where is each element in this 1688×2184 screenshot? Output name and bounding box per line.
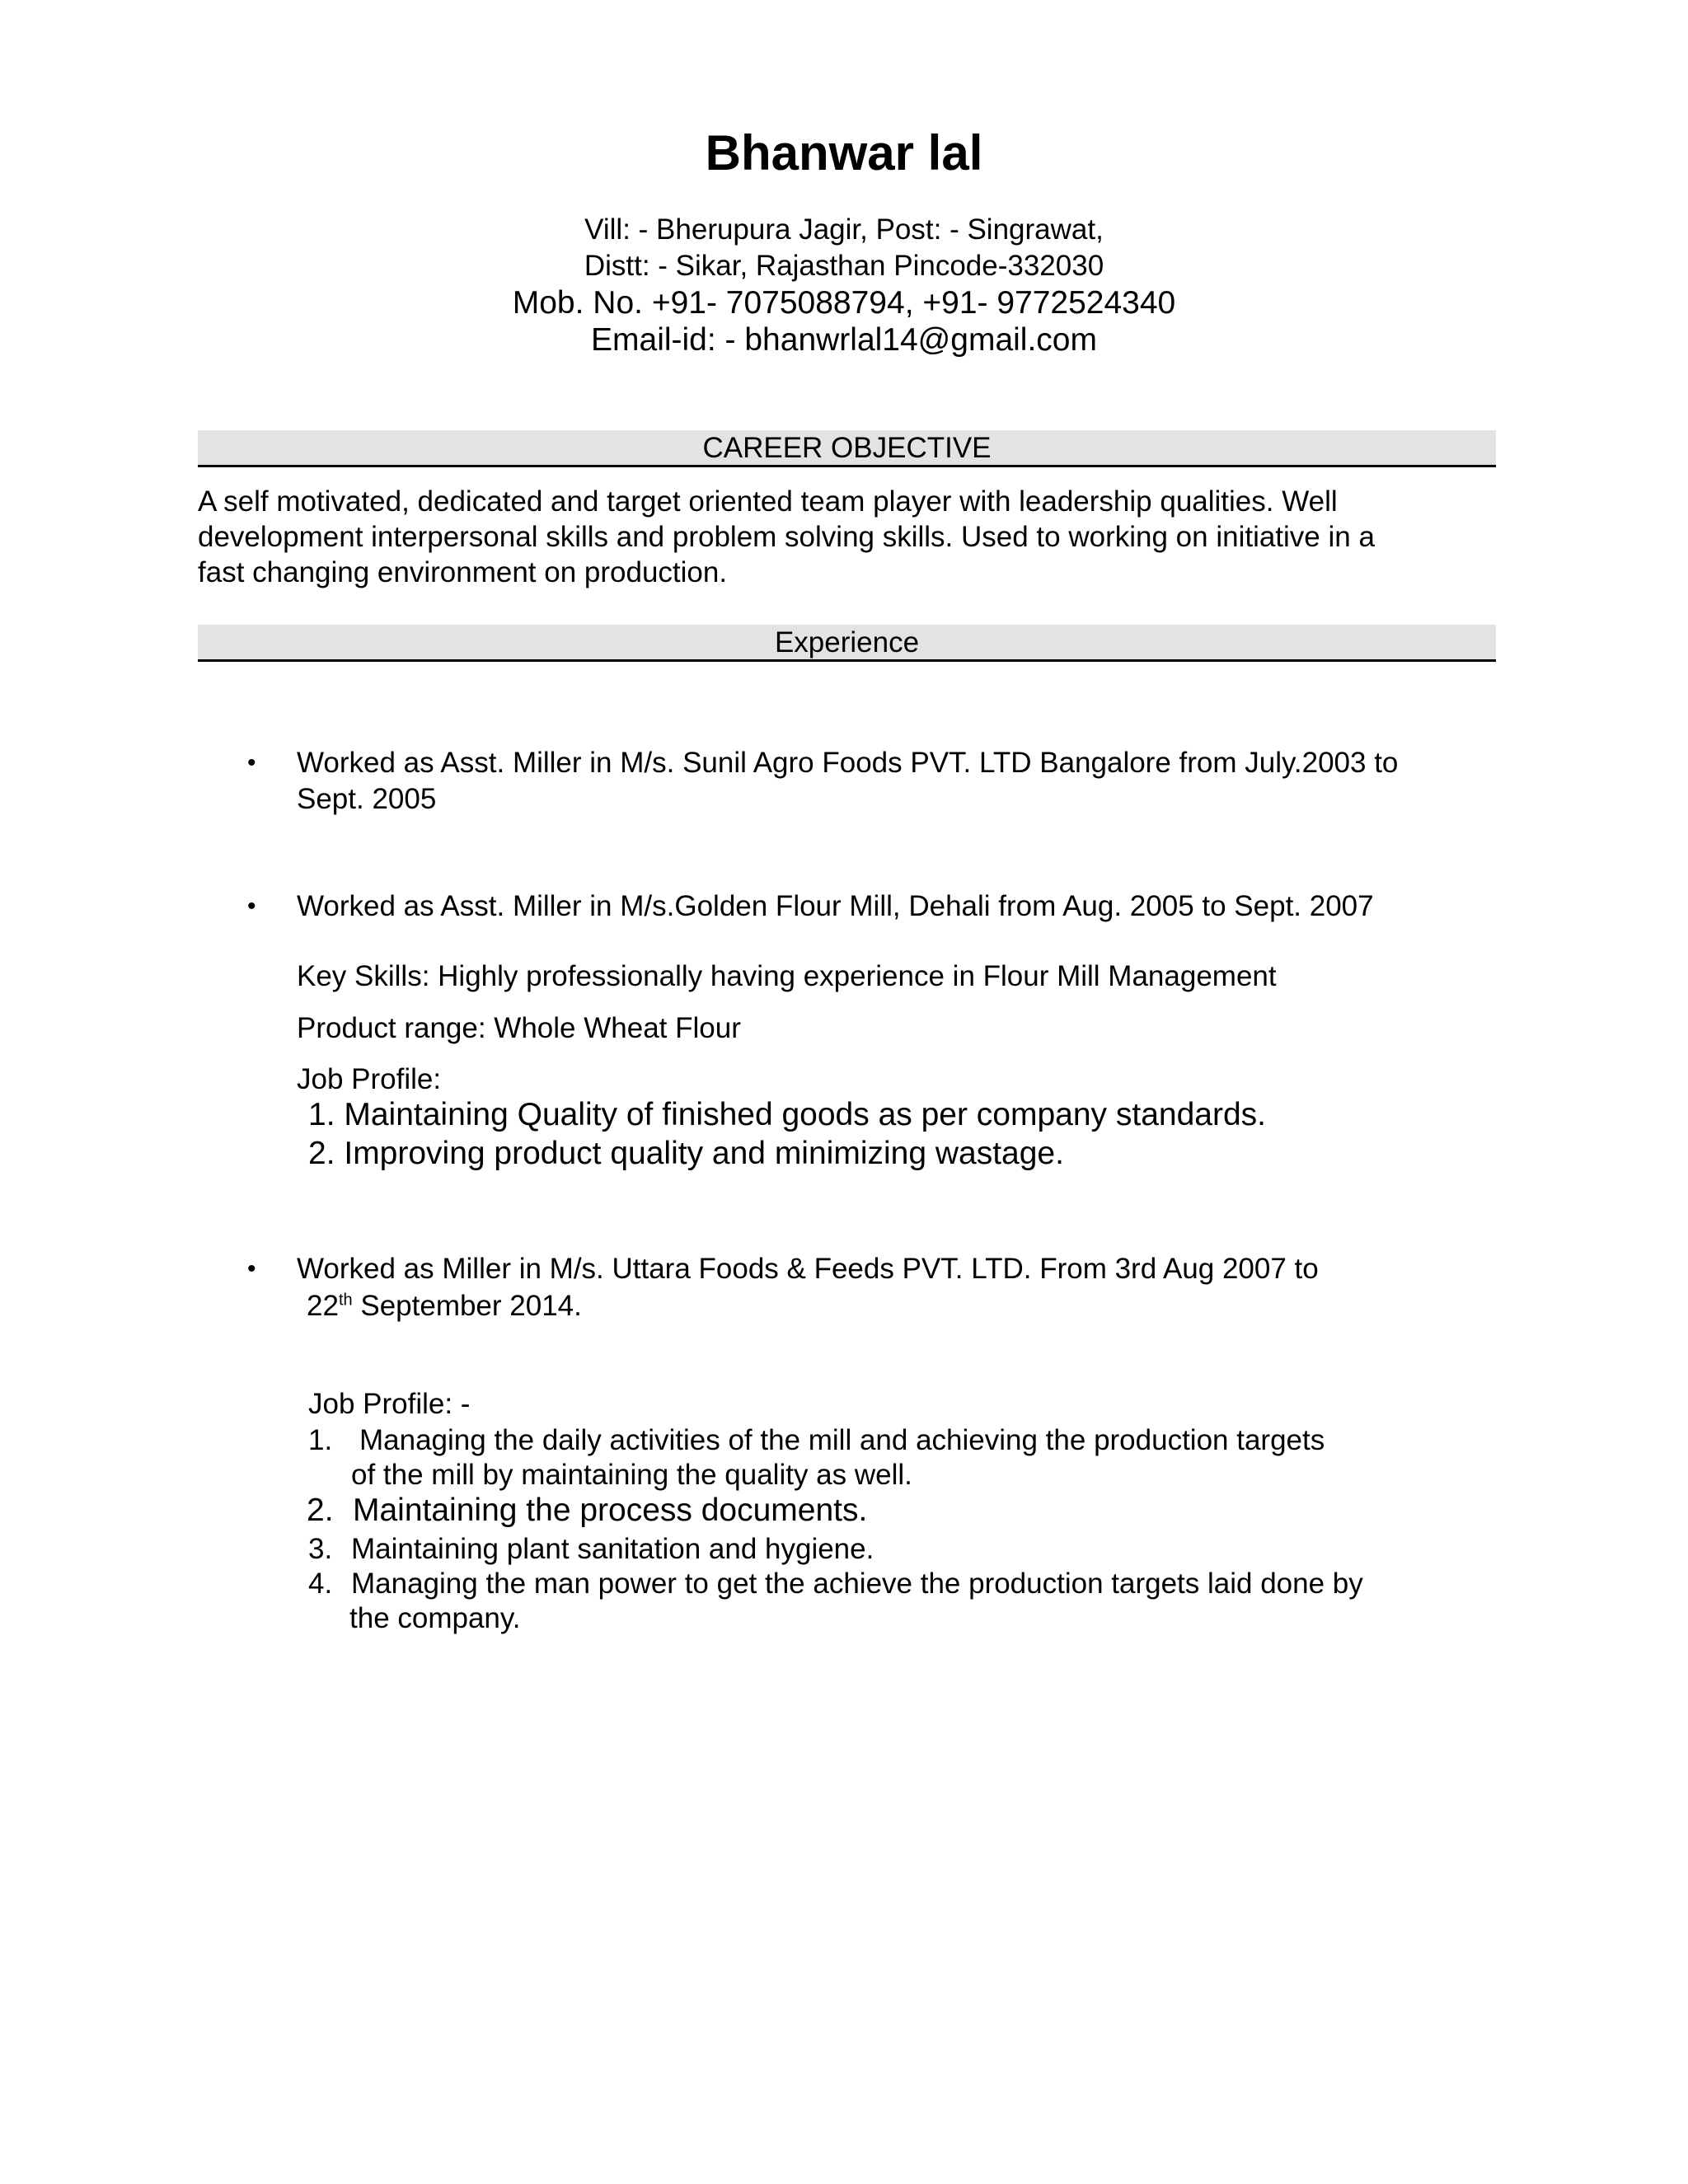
- job-1-line-1: Worked as Asst. Miller in M/s. Sunil Agro Foods PVT. LTD Bangalore from July.2003 to: [297, 747, 1399, 779]
- job-3-item-1-number: 1.: [308, 1424, 333, 1456]
- email-address: Email-id: - bhanwrlal14@gmail.com: [591, 322, 1097, 358]
- candidate-name: Bhanwar lal: [705, 125, 983, 180]
- objective-line-1: A self motivated, dedicated and target oriented team player with leadership qualities. Well: [198, 485, 1338, 518]
- job-1-line-2: Sept. 2005: [297, 783, 437, 815]
- bullet-job-2: •: [247, 893, 256, 920]
- job-3-end-month-year: September 2014.: [352, 1290, 582, 1322]
- job-3-item-3-number: 3.: [308, 1533, 333, 1565]
- job-2-line-1: Worked as Asst. Miller in M/s.Golden Flour Mill, Dehali from Aug. 2005 to Sept. 2007: [297, 890, 1374, 922]
- bullet-job-3: •: [247, 1255, 256, 1282]
- address-line-1: Vill: - Bherupura Jagir, Post: - Singrawat,: [584, 213, 1104, 246]
- job-3-item-1-line-2: of the mill by maintaining the quality as well.: [351, 1459, 912, 1491]
- job-3-item-4-number: 4.: [308, 1568, 333, 1600]
- job-3-item-3-line-1: Maintaining plant sanitation and hygiene.: [351, 1533, 874, 1565]
- job-3-item-4-line-2: the company.: [349, 1602, 521, 1634]
- job-3-line-2: [307, 1288, 582, 1324]
- mobile-number: Mob. No. +91- 7075088794, +91- 9772524340: [512, 285, 1176, 321]
- job-2-key-skills: Key Skills: Highly professionally having experience in Flour Mill Management: [297, 960, 1277, 992]
- experience-heading: Experience: [198, 625, 1496, 662]
- job-2-profile-item-1: 1. Maintaining Quality of finished goods as per company standards.: [308, 1097, 1267, 1132]
- job-3-line-1: Worked as Miller in M/s. Uttara Foods & Feeds PVT. LTD. From 3rd Aug 2007 to: [297, 1253, 1319, 1285]
- job-3-item-1-line-1: Managing the daily activities of the mill and achieving the production targets: [359, 1424, 1325, 1456]
- objective-line-2: development interpersonal skills and problem solving skills. Used to working on initiative in a: [198, 521, 1375, 553]
- address-line-2: Distt: - Sikar, Rajasthan Pincode-332030: [584, 250, 1104, 282]
- job-3-end-day: 22: [307, 1290, 339, 1322]
- job-3-end-day-suffix: th: [338, 1291, 353, 1310]
- job-3-job-profile-label: Job Profile: -: [308, 1388, 471, 1420]
- job-2-profile-item-2: 2. Improving product quality and minimizing wastage.: [308, 1136, 1064, 1171]
- objective-line-3: fast changing environment on production.: [198, 556, 728, 588]
- bullet-job-1: •: [247, 749, 256, 776]
- job-3-item-4-line-1: Managing the man power to get the achieve the production targets laid done by: [351, 1568, 1363, 1600]
- job-2-product-range: Product range: Whole Wheat Flour: [297, 1012, 741, 1044]
- job-2-job-profile-label: Job Profile:: [297, 1063, 442, 1095]
- job-3-item-2-line-1: Maintaining the process documents.: [353, 1493, 868, 1528]
- career-objective-heading: CAREER OBJECTIVE: [198, 430, 1496, 467]
- job-3-item-2-number: 2.: [307, 1493, 334, 1528]
